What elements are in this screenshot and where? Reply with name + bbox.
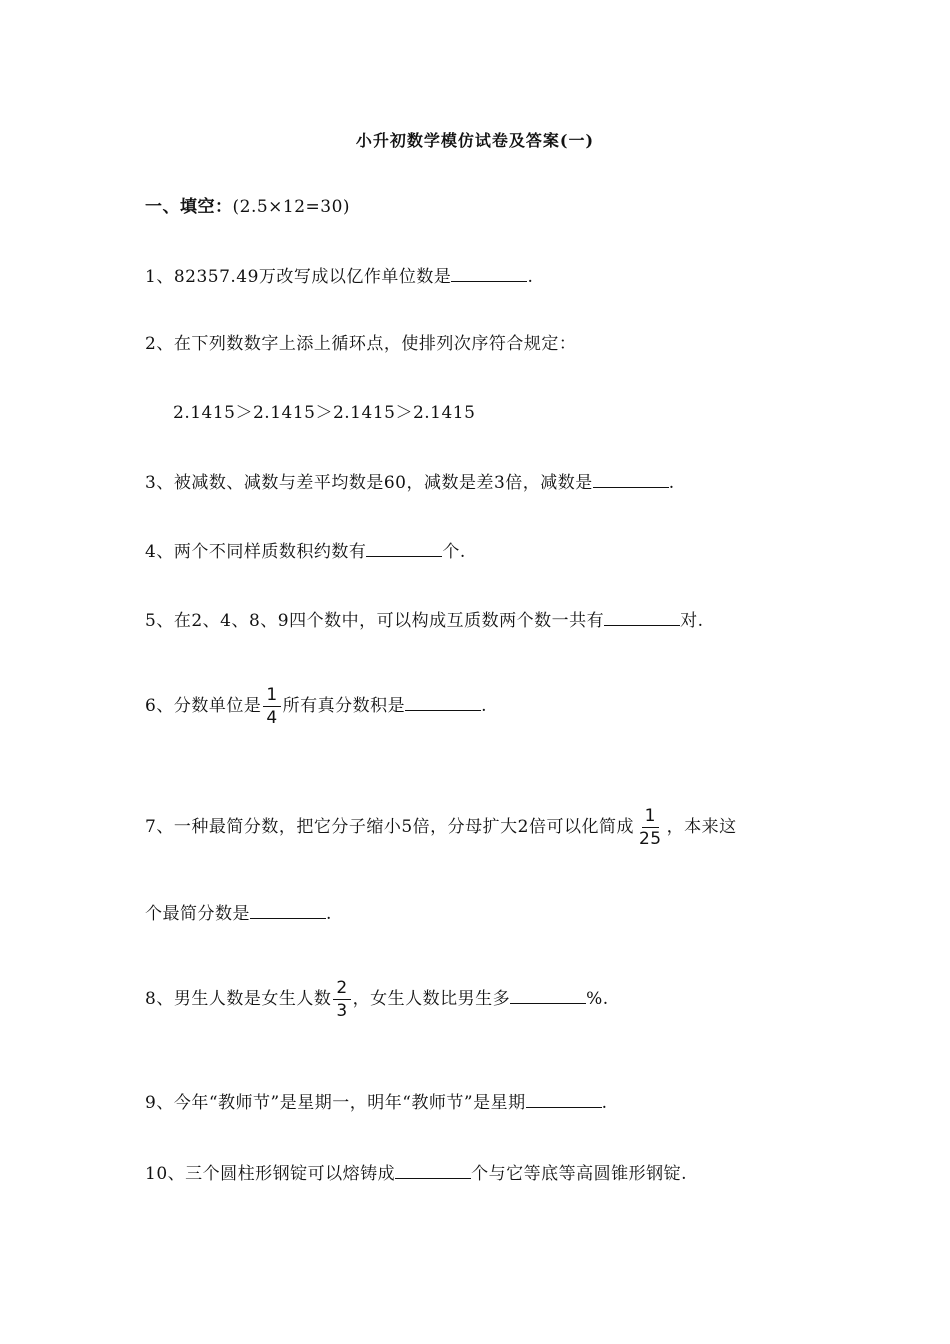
fraction-denominator: 4 — [266, 708, 278, 728]
document-title: 小升初数学模仿试卷及答案(一) — [355, 131, 595, 150]
fraction-numerator: 1 — [642, 805, 659, 828]
question-3 — [145, 471, 675, 494]
answer-blank[interactable] — [366, 540, 442, 557]
fraction — [263, 684, 280, 729]
question-10 — [145, 1162, 687, 1185]
question-2-sequence: 2.1415＞2.1415＞2.1415＞2.1415 — [173, 403, 476, 423]
question-text: 4、两个不同样质数积约数有 — [145, 542, 367, 562]
question-6 — [145, 684, 487, 729]
question-4 — [145, 540, 466, 563]
question-text: 9、今年“教师节”是星期一，明年“教师节”是星期 — [145, 1093, 526, 1113]
question-text: 1、82357.49万改写成以亿作单位数是 — [145, 267, 452, 287]
question-text-2: ，本来这 — [666, 817, 737, 837]
answer-blank[interactable] — [604, 609, 680, 626]
answer-blank[interactable] — [593, 471, 669, 488]
answer-blank[interactable] — [451, 265, 527, 282]
fraction-numerator: 1 — [263, 684, 280, 707]
question-2 — [145, 333, 576, 355]
answer-blank[interactable] — [526, 1091, 602, 1108]
question-tail: . — [481, 696, 488, 716]
question-5 — [145, 609, 704, 632]
fraction-numerator: 2 — [333, 977, 350, 1000]
question-8 — [145, 977, 609, 1022]
fraction — [636, 805, 665, 850]
question-tail: . — [326, 904, 332, 924]
question-text: 6、分数单位是 — [145, 696, 262, 716]
answer-blank[interactable] — [250, 902, 326, 919]
answer-blank[interactable] — [395, 1162, 471, 1179]
question-text: 个最简分数是 — [145, 904, 250, 924]
question-tail: 对. — [680, 611, 704, 631]
question-tail: . — [527, 267, 534, 287]
question-text: 5、在2、4、8、9四个数中，可以构成互质数两个数一共有 — [145, 611, 605, 631]
question-tail: 个. — [442, 542, 466, 562]
section-heading — [145, 196, 350, 218]
question-text: 3、被减数、减数与差平均数是60，减数是差3倍，减数是 — [145, 473, 593, 493]
answer-blank[interactable] — [510, 987, 586, 1004]
question-text-2: 所有真分数积是 — [282, 696, 406, 716]
question-1 — [145, 265, 533, 288]
question-tail: 个与它等底等高圆锥形钢锭. — [471, 1164, 688, 1184]
question-text: 7、一种最简分数，把它分子缩小5倍，分母扩大2倍可以化简成 — [145, 817, 634, 837]
question-7-continued — [145, 902, 332, 925]
fraction-denominator: 3 — [336, 1001, 348, 1021]
fraction-denominator: 25 — [638, 829, 662, 849]
question-text-2: ，女生人数比男生多 — [352, 989, 511, 1009]
question-text: 10、三个圆柱形钢锭可以熔铸成 — [145, 1164, 396, 1184]
question-tail: . — [668, 473, 675, 493]
question-7 — [145, 805, 737, 850]
question-text: 2、在下列数数字上添上循环点，使排列次序符合规定： — [145, 334, 577, 354]
question-9 — [145, 1091, 608, 1114]
fraction — [333, 977, 350, 1022]
question-text: 8、男生人数是女生人数 — [145, 989, 332, 1009]
answer-blank[interactable] — [405, 694, 481, 711]
question-tail: . — [601, 1093, 608, 1113]
section-score: (2.5×12=30) — [232, 197, 351, 217]
question-tail: %. — [586, 989, 609, 1009]
section-title: 一、填空： — [145, 197, 233, 217]
